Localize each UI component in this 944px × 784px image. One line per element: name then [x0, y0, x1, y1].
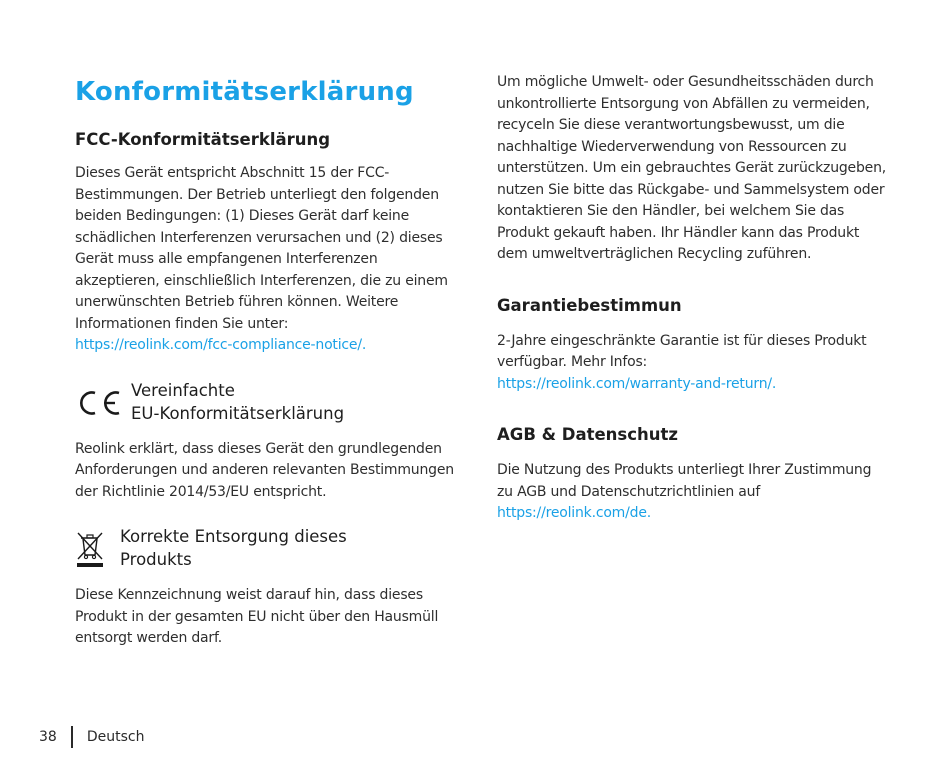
page-title: Konformitätserklärung — [75, 77, 414, 107]
footer-language: Deutsch — [86, 729, 145, 745]
eu-heading-block — [75, 379, 465, 425]
page-footer — [39, 725, 144, 749]
right-column — [497, 70, 887, 525]
fcc-body-text: Dieses Gerät entspricht Abschnitt 15 der FCC-Bestimmungen. Der Betrieb unterliegt den folgenden beiden Bedingungen: (1) Dieses Gerät darf keine schädlichen Interferenzen verursachen und (2) dieses Gerät muss alle empfangenen Interferenzen akzeptieren, einschließlich Interferenzen, die zu einem unerwünschten Betrieb führen können. Weitere Informationen finden Sie unter: — [75, 165, 448, 332]
crossed-out-wheelie-bin-icon — [76, 530, 104, 568]
disposal-heading-block — [75, 525, 465, 571]
warranty-heading: Garantiebestimmun — [497, 295, 682, 315]
ce-mark-icon — [75, 388, 125, 418]
terms-body — [497, 460, 887, 525]
eu-heading — [131, 379, 344, 425]
fcc-body — [75, 163, 465, 357]
footer-divider — [71, 726, 73, 748]
eu-body: Reolink erklärt, dass dieses Gerät den grundlegenden Anforderungen und anderen relevanten Bestimmungen der Richtlinie 2014/53/EU entspricht. — [75, 440, 454, 500]
warranty-body-text: 2-Jahre eingeschränkte Garantie ist für dieses Produkt verfügbar. Mehr Infos: — [497, 332, 867, 370]
disposal-body: Diese Kennzeichnung weist darauf hin, dass dieses Produkt in der gesamten EU nicht über den Hausmüll entsorgt werden darf. — [75, 587, 439, 646]
page-number: 38 — [39, 729, 57, 745]
fcc-compliance-link[interactable]: https://reolink.com/fcc-compliance-notice/. — [75, 337, 367, 353]
terms-body-text: Die Nutzung des Produkts unterliegt Ihrer Zustimmung zu AGB und Datenschutzrichtlinien auf — [497, 462, 872, 500]
left-column — [75, 70, 465, 650]
disposal-continued-body: Um mögliche Umwelt- oder Gesundheitsschäden durch unkontrollierte Entsorgung von Abfällen zu vermeiden, recyceln Sie diese verantwortungsbewusst, um die nachhaltige Wiederverwendung von Ressourcen zu unterstützen. Um ein gebrauchtes Gerät zurückzugeben, nutzen Sie bitte das Rückgabe- und Sammelsystem oder kontaktieren Sie den Händler, bei welchem Sie das Produkt gekauft haben. Ihr Händler kann das Produkt dem umweltverträglichen Recycling zuführen. — [497, 74, 886, 262]
fcc-heading: FCC-Konformitätserklärung — [75, 130, 331, 149]
disposal-heading-line2: Produkts — [120, 550, 192, 569]
warranty-body — [497, 331, 887, 396]
terms-link[interactable]: https://reolink.com/de. — [497, 505, 651, 521]
disposal-heading-line1: Korrekte Entsorgung dieses — [120, 527, 347, 546]
terms-heading: AGB & Datenschutz — [497, 425, 679, 444]
disposal-heading — [120, 525, 347, 571]
eu-heading-line1: Vereinfachte — [131, 380, 235, 400]
warranty-link[interactable]: https://reolink.com/warranty-and-return/. — [497, 375, 777, 392]
eu-heading-line2: EU-Konformitätserklärung — [131, 403, 345, 423]
